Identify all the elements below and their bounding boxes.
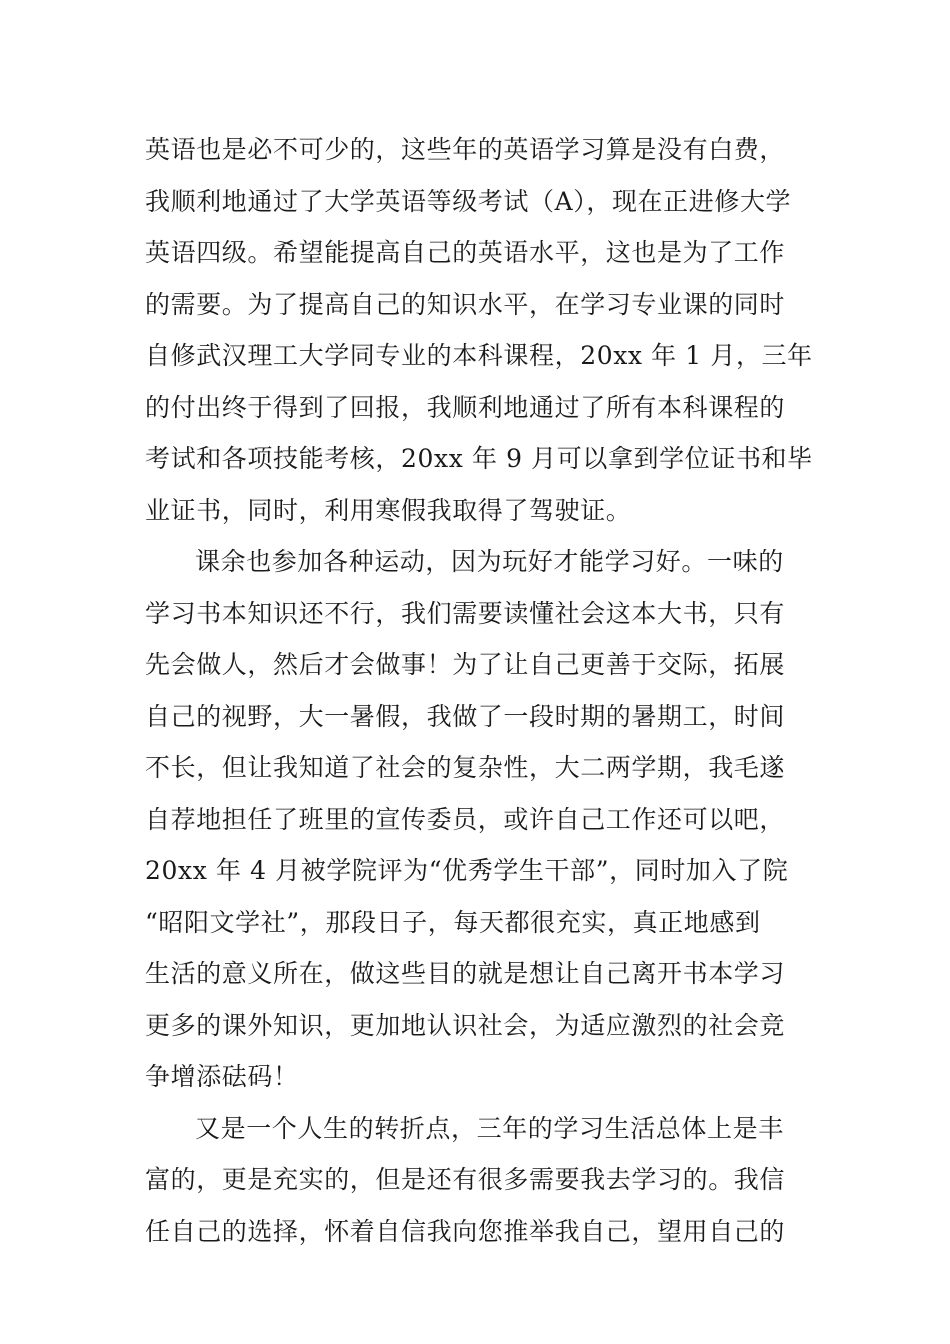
text-line: 生活的意义所在，做这些目的就是想让自己离开书本学习 [145,959,786,988]
text-line: 更多的课外知识，更加地认识社会，为适应激烈的社会竞 [145,1010,786,1040]
paragraph-first-line: 又是一个人生的转折点，三年的学习生活总体上是丰 [195,1113,784,1143]
text-line: 考试和各项技能考核，20xx 年 9 月可以拿到学位证书和毕 [145,444,813,473]
body-text [145,124,845,1257]
text-line: 自己的视野，大一暑假，我做了一段时期的暑期工，时间 [145,701,786,731]
text-line: 的付出终于得到了回报，我顺利地通过了所有本科课程的 [145,392,786,422]
text-line: 不长，但让我知道了社会的复杂性，大二两学期，我毛遂 [145,753,786,782]
text-line: 富的，更是充实的，但是还有很多需要我去学习的。我信 [145,1165,786,1194]
text-line: “昭阳文学社”，那段日子，每天都很充实，真正地感到 [145,907,761,937]
text-line: 业证书，同时，利用寒假我取得了驾驶证。 [145,495,632,525]
text-line: 先会做人，然后才会做事！为了让自己更善于交际，拓展 [145,650,786,679]
text-line: 争增添砝码！ [145,1062,299,1091]
text-line: 英语四级。希望能提高自己的英语水平，这也是为了工作 [145,238,786,267]
text-line: 学习书本知识还不行，我们需要读懂社会这本大书，只有 [145,598,786,628]
text-line: 英语也是必不可少的，这些年的英语学习算是没有白费， [145,135,786,164]
text-line: 自荐地担任了班里的宣传委员，或许自己工作还可以吧， [145,804,786,834]
text-line: 自修武汉理工大学同专业的本科课程，20xx 年 1 月，三年 [145,341,813,370]
paragraph-first-line: 课余也参加各种运动，因为玩好才能学习好。一味的 [195,547,784,576]
text-line: 20xx 年 4 月被学院评为“优秀学生干部”，同时加入了院 [145,856,789,885]
text-line: 的需要。为了提高自己的知识水平，在学习专业课的同时 [145,289,786,319]
text-line: 我顺利地通过了大学英语等级考试（A），现在正进修大学 [145,186,792,216]
text-line: 任自己的选择，怀着自信我向您推举我自己，望用自己的 [145,1216,786,1246]
